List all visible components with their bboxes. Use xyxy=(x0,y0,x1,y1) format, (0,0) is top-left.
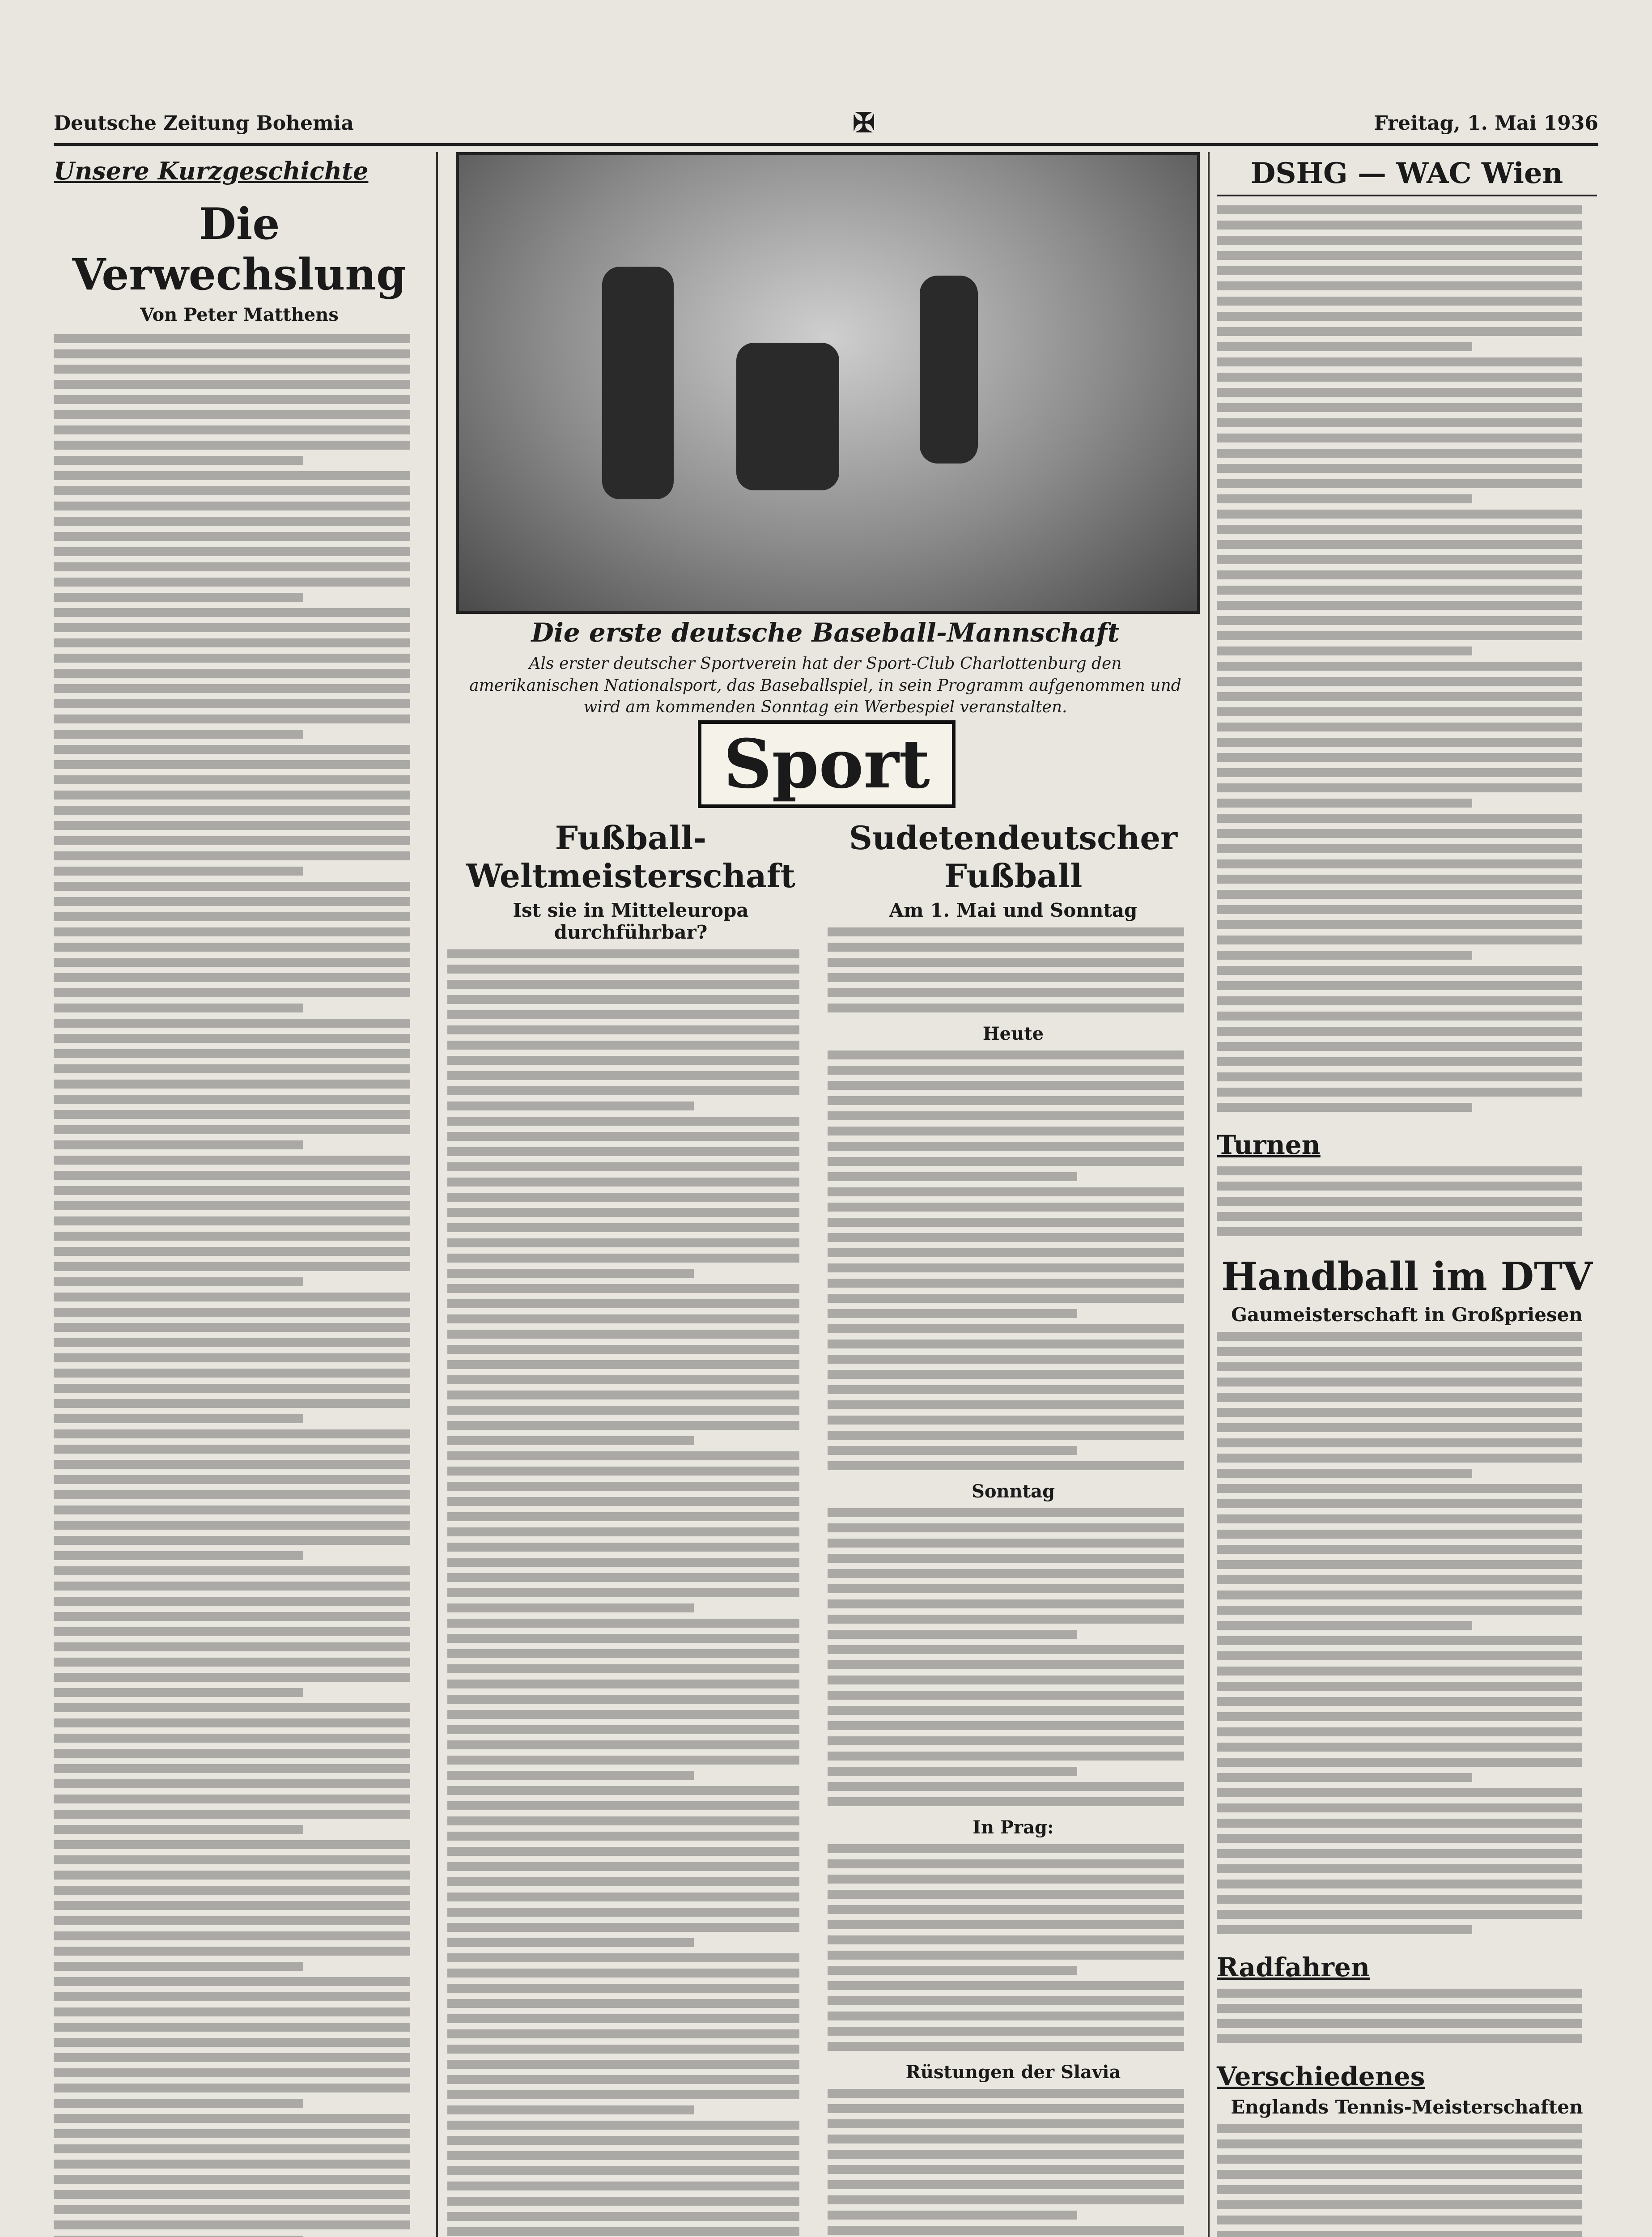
photo-caption-text: Als erster deutscher Sportverein hat der Sport-Club Charlottenburg den amerikanischen Nationalsport, das Baseballspiel, in sein Programm aufgenommen und wird am kommenden Sonntag ein Werbespiel veranstalten. xyxy=(469,655,1181,717)
masthead-ornament: ✠ xyxy=(853,107,875,139)
column-rule-right xyxy=(1208,152,1210,2237)
verschiedenes-heading: Verschiedenes xyxy=(1217,2061,1425,2092)
short-story xyxy=(54,152,425,2237)
photo-caption-title: Die erste deutsche Baseball-Mannschaft xyxy=(531,617,1120,648)
masthead-date: Freitag, 1. Mai 1936 xyxy=(1374,111,1598,135)
worldcup-headline: Fußball-Weltmeisterschaft xyxy=(466,819,795,895)
sport-column-right xyxy=(828,805,1199,2237)
photo-player-2 xyxy=(736,343,839,490)
sudeten-subheadline: Am 1. Mai und Sonntag xyxy=(889,899,1138,921)
story-body xyxy=(54,334,425,2237)
section-slavia: Rüstungen der Slavia xyxy=(905,2062,1121,2083)
photo-player-3 xyxy=(920,276,978,464)
column-rule-left xyxy=(436,152,438,2237)
dshg-wac-headline: DSHG — WAC Wien xyxy=(1217,157,1597,196)
turnen-heading: Turnen xyxy=(1217,1130,1321,1160)
story-kicker: Unsere Kurzgeschichte xyxy=(54,157,369,185)
story-byline: Von Peter Matthens xyxy=(140,304,339,325)
section-heute: Heute xyxy=(982,1023,1044,1044)
masthead xyxy=(54,103,1598,146)
section-sonntag: Sonntag xyxy=(971,1481,1055,1502)
radfahren-heading: Radfahren xyxy=(1217,1952,1370,1982)
story-title: Die Verwechslung xyxy=(72,199,407,300)
handball-subheadline: Gaumeisterschaft in Großpriesen xyxy=(1231,1304,1583,1326)
right-column xyxy=(1217,152,1597,2237)
sudeten-headline: Sudetendeutscher Fußball xyxy=(849,819,1178,895)
tennis-subheadline: Englands Tennis-Meisterschaften xyxy=(1231,2096,1583,2118)
sport-column-left xyxy=(447,805,814,2237)
photo-player-1 xyxy=(602,267,674,499)
handball-headline: Handball im DTV xyxy=(1221,1254,1593,1299)
section-in-prag: In Prag: xyxy=(973,1817,1054,1838)
worldcup-subheadline: Ist sie in Mitteleuropa durchführbar? xyxy=(513,899,749,943)
masthead-paper-name: Deutsche Zeitung Bohemia xyxy=(54,111,354,135)
sport-banner: Sport xyxy=(698,720,956,808)
baseball-photo xyxy=(456,152,1200,614)
